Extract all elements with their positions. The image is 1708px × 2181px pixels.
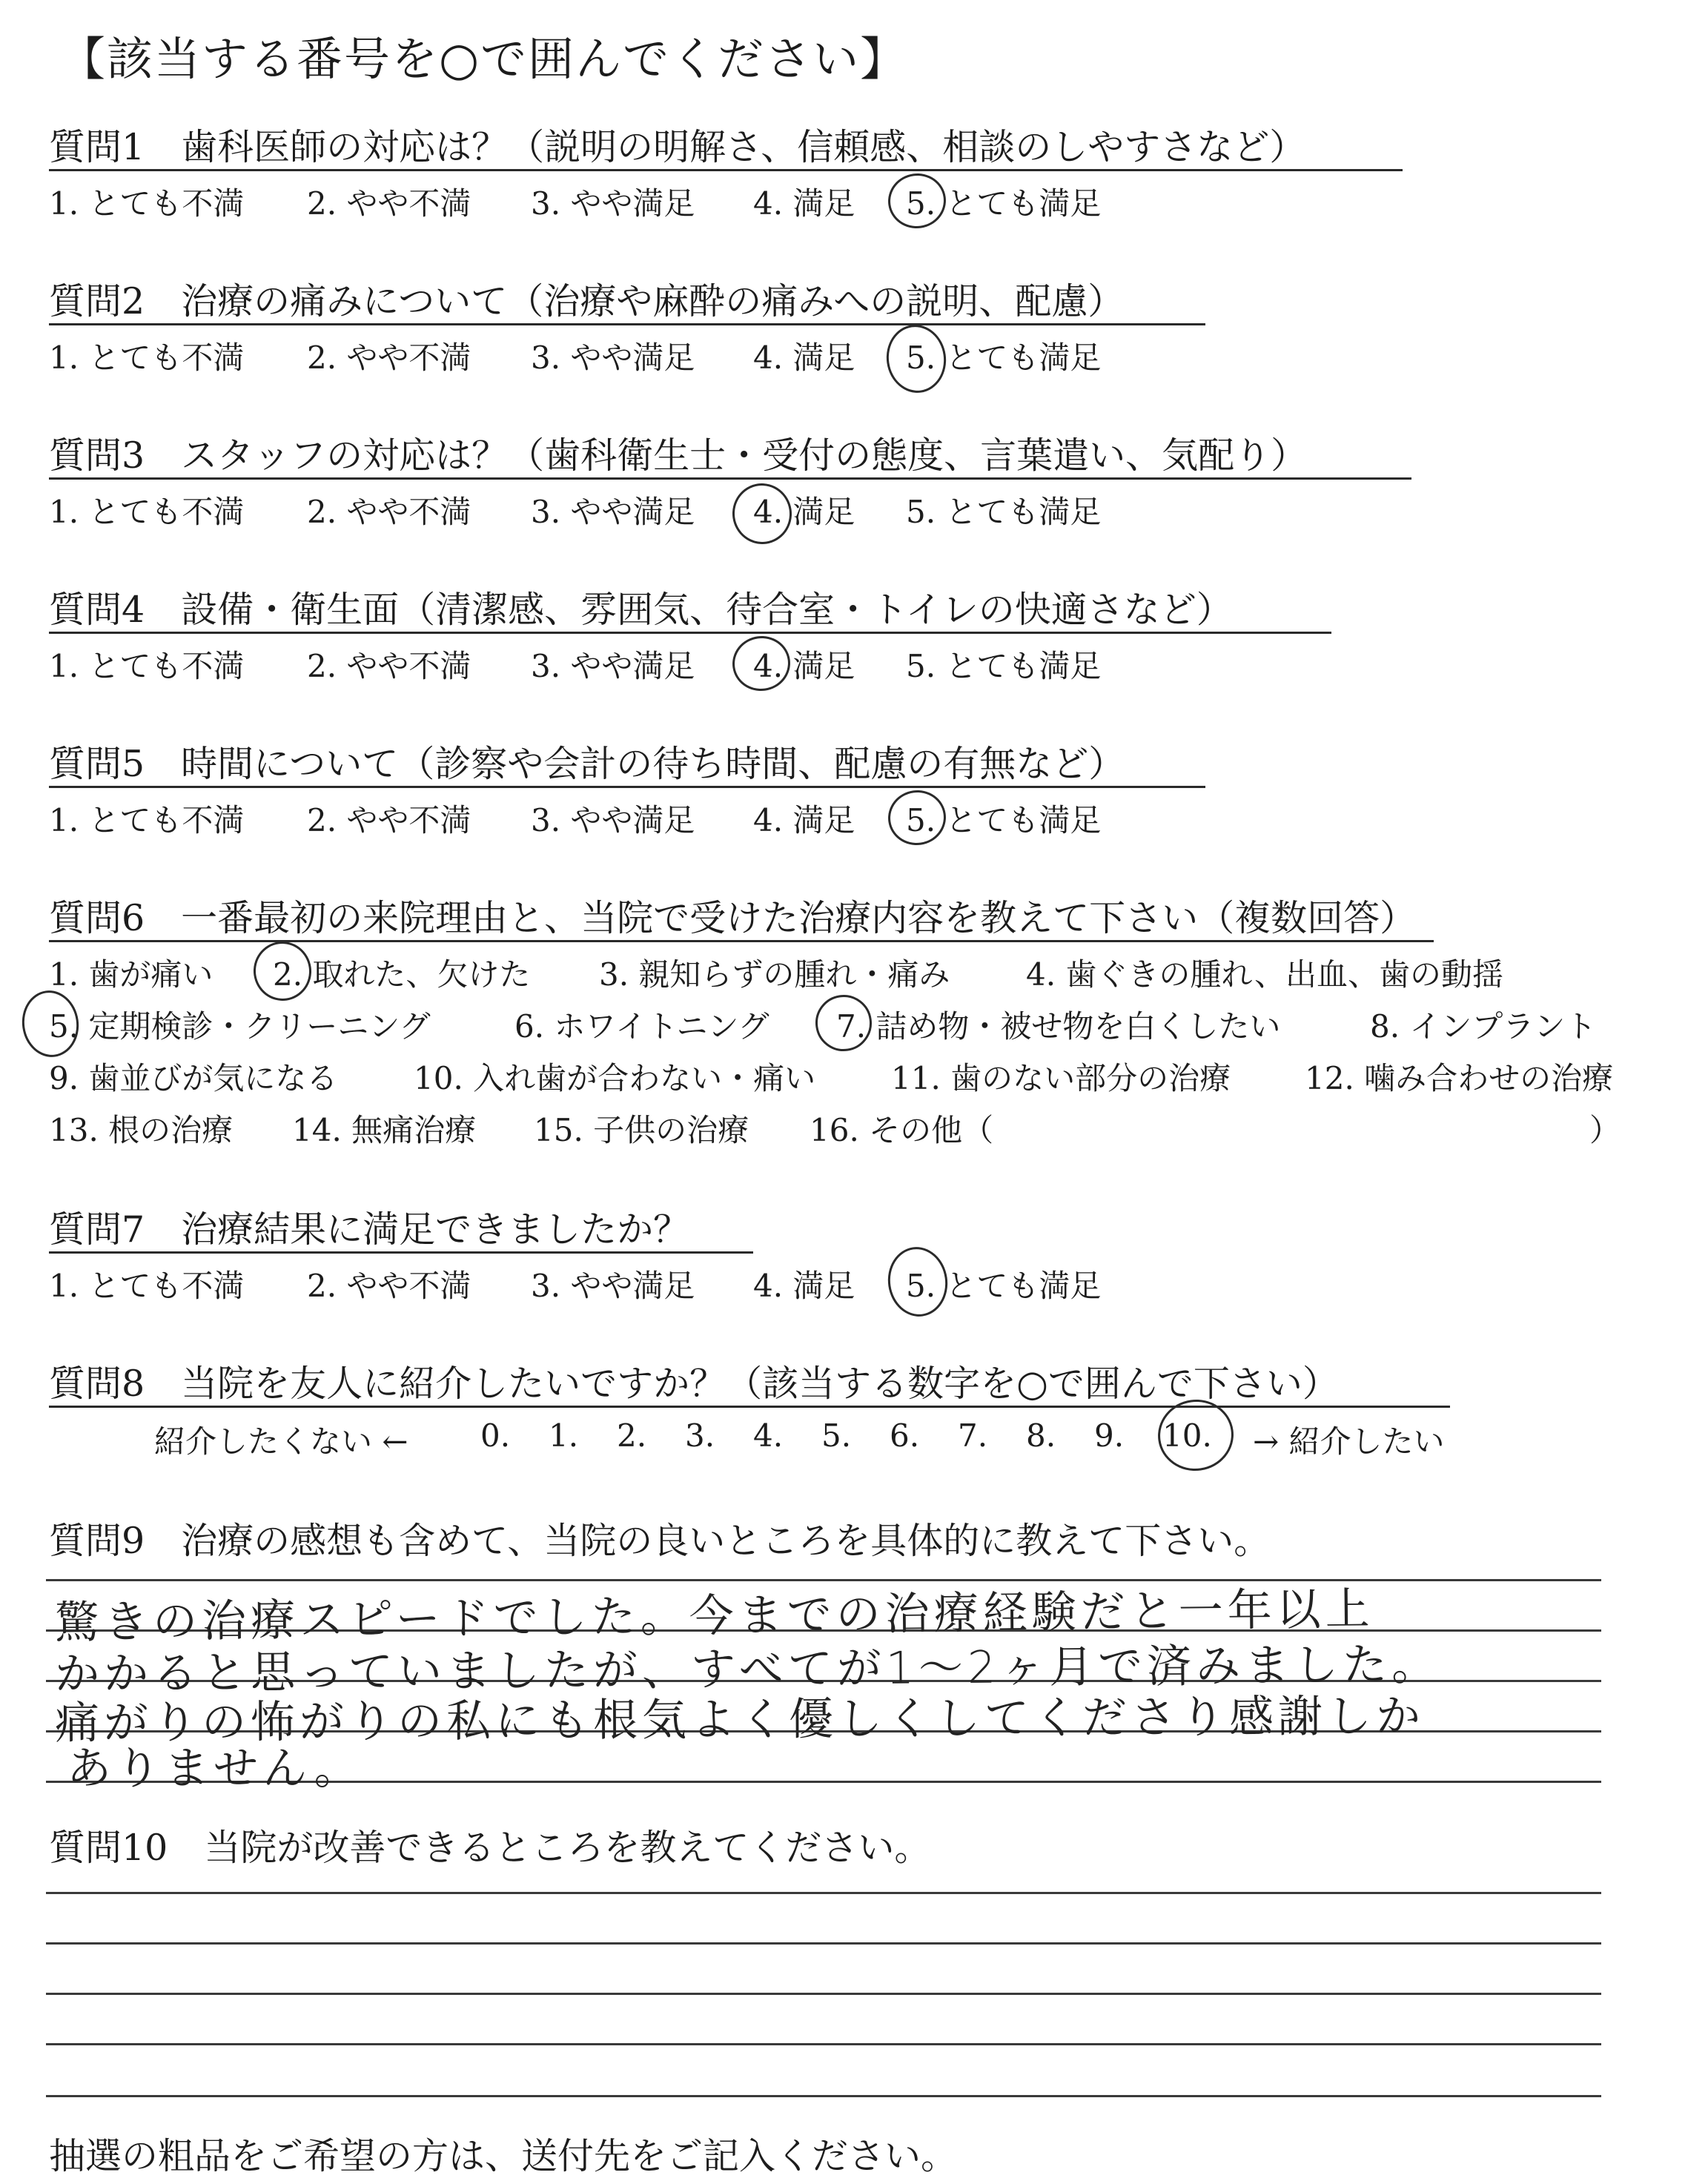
question-10-answer-line-4: [46, 2043, 1601, 2045]
question-2-option-2[interactable]: 2. やや不満: [307, 340, 471, 376]
question-5-title: 質問5 時間について（診察や会計の待ち時間、配慮の有無など）: [49, 743, 1125, 785]
question-1-option-2[interactable]: 2. やや不満: [307, 185, 471, 222]
question-7-selection-circle: [884, 1243, 952, 1320]
question-1-option-1[interactable]: 1. とても不満: [49, 185, 245, 222]
question-8-option-2[interactable]: 2.: [617, 1417, 647, 1454]
question-6-option-9[interactable]: 9. 歯並びが気になる: [49, 1060, 338, 1096]
question-6-option-1[interactable]: 1. 歯が痛い: [49, 956, 214, 993]
question-6-option-15[interactable]: 15. 子供の治療: [534, 1112, 749, 1148]
question-7-title: 質問7 治療結果に満足できましたか？: [49, 1208, 690, 1251]
question-10-answer-line-1: [46, 1892, 1601, 1894]
question-5-option-3[interactable]: 3. やや満足: [531, 802, 695, 838]
question-6-option-16[interactable]: 16. その他（: [810, 1112, 994, 1148]
question-7-option-2[interactable]: 2. やや不満: [307, 1268, 471, 1304]
question-8-underline: [49, 1406, 1450, 1408]
question-6-option-5[interactable]: 5. 定期検診・クリーニング: [49, 1008, 431, 1045]
question-5-option-1[interactable]: 1. とても不満: [49, 802, 245, 838]
question-2-option-3[interactable]: 3. やや満足: [531, 340, 695, 376]
question-5-option-4[interactable]: 4. 満足: [753, 802, 855, 838]
question-1-option-5[interactable]: 5. とても満足: [906, 185, 1102, 222]
question-10-answer-line-2: [46, 1942, 1601, 1945]
question-6-option-13[interactable]: 13. 根の治療: [49, 1112, 234, 1148]
question-8-option-3[interactable]: 3.: [685, 1417, 715, 1454]
question-9-handwritten-line-4[interactable]: ありません。: [67, 1743, 363, 1795]
question-5-option-2[interactable]: 2. やや不満: [307, 802, 471, 838]
question-2-option-5[interactable]: 5. とても満足: [906, 340, 1102, 376]
question-6-underline: [49, 940, 1434, 942]
question-8-option-4[interactable]: 4.: [753, 1417, 784, 1454]
question-3-underline: [49, 477, 1411, 480]
question-10-title: 質問10 当院が改善できるところを教えてください。: [49, 1827, 931, 1869]
question-1-underline: [49, 169, 1403, 171]
question-6-selection-circle-5: [18, 987, 83, 1061]
question-6-option-8[interactable]: 8. インプラント: [1370, 1008, 1597, 1045]
question-4-title: 質問4 設備・衛生面（清潔感、雰囲気、待合室・トイレの快適さなど）: [49, 589, 1233, 631]
question-6-title: 質問6 一番最初の来院理由と、当院で受けた治療内容を教えて下さい（複数回答）: [49, 897, 1417, 939]
question-6-option-11[interactable]: 11. 歯のない部分の治療: [891, 1060, 1231, 1096]
question-4-option-5[interactable]: 5. とても満足: [906, 648, 1102, 684]
question-5-underline: [49, 786, 1205, 788]
question-4-option-3[interactable]: 3. やや満足: [531, 648, 695, 684]
question-8-option-9[interactable]: 9.: [1094, 1417, 1125, 1454]
question-3-option-3[interactable]: 3. やや満足: [531, 494, 695, 530]
question-9-handwritten-line-3[interactable]: 痛がりの怖がりの私にも根気よく優しくしてくださり感謝しか: [54, 1690, 1426, 1750]
question-8-option-8[interactable]: 8.: [1026, 1417, 1056, 1454]
question-8-right-label: → 紹介したい: [1253, 1423, 1445, 1460]
question-2-title: 質問2 治療の痛みについて（治療や麻酔の痛みへの説明、配慮）: [49, 280, 1125, 322]
question-2-underline: [49, 323, 1205, 325]
question-6-option-2[interactable]: 2. 取れた、欠けた: [273, 956, 531, 993]
question-4-option-4[interactable]: 4. 満足: [753, 648, 855, 684]
question-1-title: 質問1 歯科医師の対応は？（説明の明解さ、信頼感、相談のしやすさなど）: [49, 126, 1306, 168]
question-6-other-close-paren: ）: [1589, 1112, 1621, 1148]
question-1-option-3[interactable]: 3. やや満足: [531, 185, 695, 222]
question-2-selection-circle: [882, 321, 950, 397]
question-8-option-6[interactable]: 6.: [890, 1417, 920, 1454]
question-7-option-4[interactable]: 4. 満足: [753, 1268, 855, 1304]
question-8-option-5[interactable]: 5.: [821, 1417, 852, 1454]
question-5-option-5[interactable]: 5. とても満足: [906, 802, 1102, 838]
question-6-option-12[interactable]: 12. 噛み合わせの治療: [1305, 1060, 1614, 1096]
question-3-option-2[interactable]: 2. やや不満: [307, 494, 471, 530]
question-1-option-4[interactable]: 4. 満足: [753, 185, 855, 222]
question-9-title: 質問9 治療の感想も含めて、当院の良いところを具体的に教えて下さい。: [49, 1520, 1271, 1562]
question-3-title: 質問3 スタッフの対応は？（歯科衛生士・受付の態度、言葉遣い、気配り）: [49, 434, 1308, 477]
question-3-option-1[interactable]: 1. とても不満: [49, 494, 245, 530]
question-6-option-4[interactable]: 4. 歯ぐきの腫れ、出血、歯の動揺: [1026, 956, 1503, 993]
question-7-option-1[interactable]: 1. とても不満: [49, 1268, 245, 1304]
question-8-option-0[interactable]: 0.: [480, 1417, 511, 1454]
question-8-option-1[interactable]: 1.: [549, 1417, 579, 1454]
question-8-left-label: 紹介したくない ←: [154, 1423, 408, 1460]
question-2-option-4[interactable]: 4. 満足: [753, 340, 855, 376]
question-6-option-10[interactable]: 10. 入れ歯が合わない・痛い: [414, 1060, 816, 1096]
question-6-option-14[interactable]: 14. 無痛治療: [292, 1112, 477, 1148]
question-7-option-3[interactable]: 3. やや満足: [531, 1268, 695, 1304]
form-heading: 【該当する番号を○で囲んでください】: [59, 32, 908, 86]
question-9-handwritten-line-2[interactable]: かかると思っていましたが、すべてが1〜2ヶ月で済みました。: [54, 1638, 1441, 1701]
footer-prize-instructions: 抽選の粗品をご希望の方は、送付先をご記入ください。: [49, 2135, 958, 2177]
question-3-option-5[interactable]: 5. とても満足: [906, 494, 1102, 530]
question-8-option-7[interactable]: 7.: [958, 1417, 988, 1454]
question-6-option-6[interactable]: 6. ホワイトニング: [514, 1008, 769, 1045]
question-7-option-5[interactable]: 5. とても満足: [906, 1268, 1102, 1304]
question-2-option-1[interactable]: 1. とても不満: [49, 340, 245, 376]
question-8-option-10[interactable]: 10.: [1162, 1417, 1212, 1454]
question-4-option-2[interactable]: 2. やや不満: [307, 648, 471, 684]
question-4-underline: [49, 632, 1331, 634]
question-4-option-1[interactable]: 1. とても不満: [49, 648, 245, 684]
question-10-answer-line-3: [46, 1993, 1601, 1995]
question-10-answer-line-5: [46, 2095, 1601, 2097]
question-3-option-4[interactable]: 4. 満足: [753, 494, 855, 530]
question-7-underline: [49, 1251, 753, 1254]
question-6-option-7[interactable]: 7. 詰め物・被せ物を白くしたい: [836, 1008, 1281, 1045]
question-9-handwritten-line-1[interactable]: 驚きの治療スピードでした。今までの治療経験だと一年以上: [54, 1583, 1374, 1649]
question-8-title: 質問8 当院を友人に紹介したいですか？（該当する数字を○で囲んで下さい）: [49, 1363, 1339, 1405]
question-6-option-3[interactable]: 3. 親知らずの腫れ・痛み: [599, 956, 950, 993]
